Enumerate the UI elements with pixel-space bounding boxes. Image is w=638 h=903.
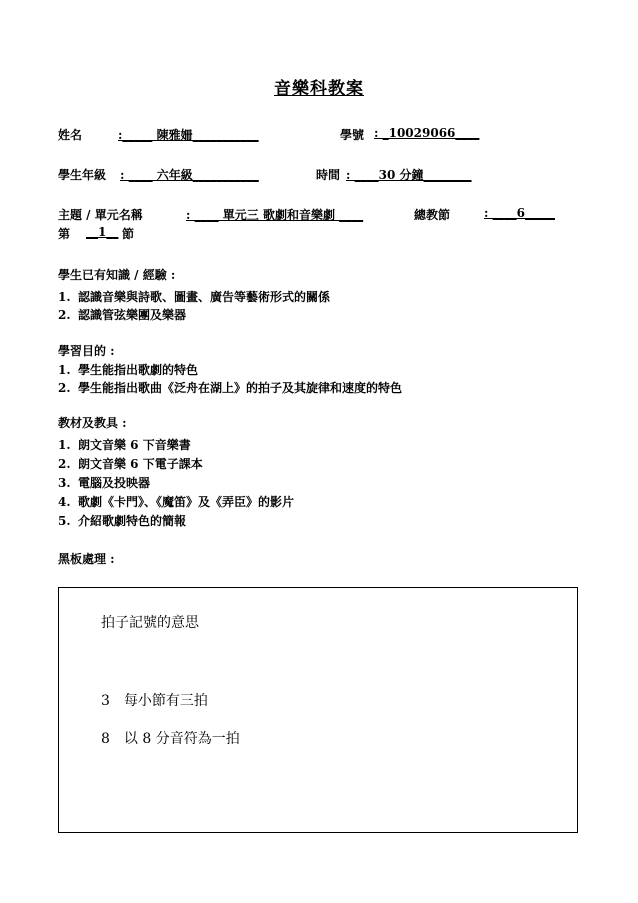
total-lessons-label: 總教節: [414, 208, 451, 222]
list-item: 1. 認識音樂與詩歌、圖畫、廣告等藝術形式的關係: [58, 290, 331, 304]
list-item: 4. 歌劇《卡門》、《魔笛》及《弄臣》的影片: [58, 495, 295, 509]
list-item: 2. 學生能指出歌曲《泛舟在湖上》的拍子及其旋律和速度的特色: [58, 381, 403, 395]
name-label: 姓名: [58, 128, 83, 142]
grade-value: : ____ 六年級___________: [120, 168, 259, 182]
time-label: 時間: [316, 168, 341, 182]
board-heading: 黑板處理 :: [58, 552, 115, 566]
grade-label: 學生年級: [58, 168, 107, 182]
prior-knowledge-heading: 學生已有知識 / 經驗 :: [58, 268, 176, 282]
board-line-title: 拍子記號的意思: [101, 615, 199, 631]
objectives-heading: 學習目的 :: [58, 344, 115, 358]
list-item: 2. 朗文音樂 6 下電子課本: [58, 457, 203, 471]
lesson-value: __1__: [86, 225, 119, 239]
list-item: 5. 介紹歌劇特色的簡報: [58, 514, 187, 528]
student-id-label: 學號: [340, 128, 365, 142]
topic-value: : ____ 單元三 歌劇和音樂劇 ____: [186, 208, 364, 222]
board-line-denominator: 8 以 8 分音符為一拍: [101, 731, 240, 747]
topic-label: 主題 / 單元名稱: [58, 208, 143, 222]
list-item: 1. 學生能指出歌劇的特色: [58, 363, 199, 377]
blackboard-box: [58, 587, 578, 833]
name-value: :_____ 陳雅姍___________: [118, 128, 259, 142]
list-item: 2. 認識管弦樂團及樂器: [58, 308, 187, 322]
list-item: 3. 電腦及投映器: [58, 476, 151, 490]
total-lessons-value: : ____6_____: [484, 206, 555, 220]
board-line-numerator: 3 每小節有三拍: [101, 693, 208, 709]
list-item: 1. 朗文音樂 6 下音樂書: [58, 438, 191, 452]
student-id-value: : _10029066____: [374, 126, 480, 140]
materials-heading: 教材及教具 :: [58, 416, 127, 430]
lesson-label: 第: [58, 227, 71, 241]
lesson-unit: 節: [122, 227, 135, 241]
document-title: 音樂科教案: [274, 79, 364, 99]
time-value: : ____30 分鐘________: [346, 168, 472, 182]
